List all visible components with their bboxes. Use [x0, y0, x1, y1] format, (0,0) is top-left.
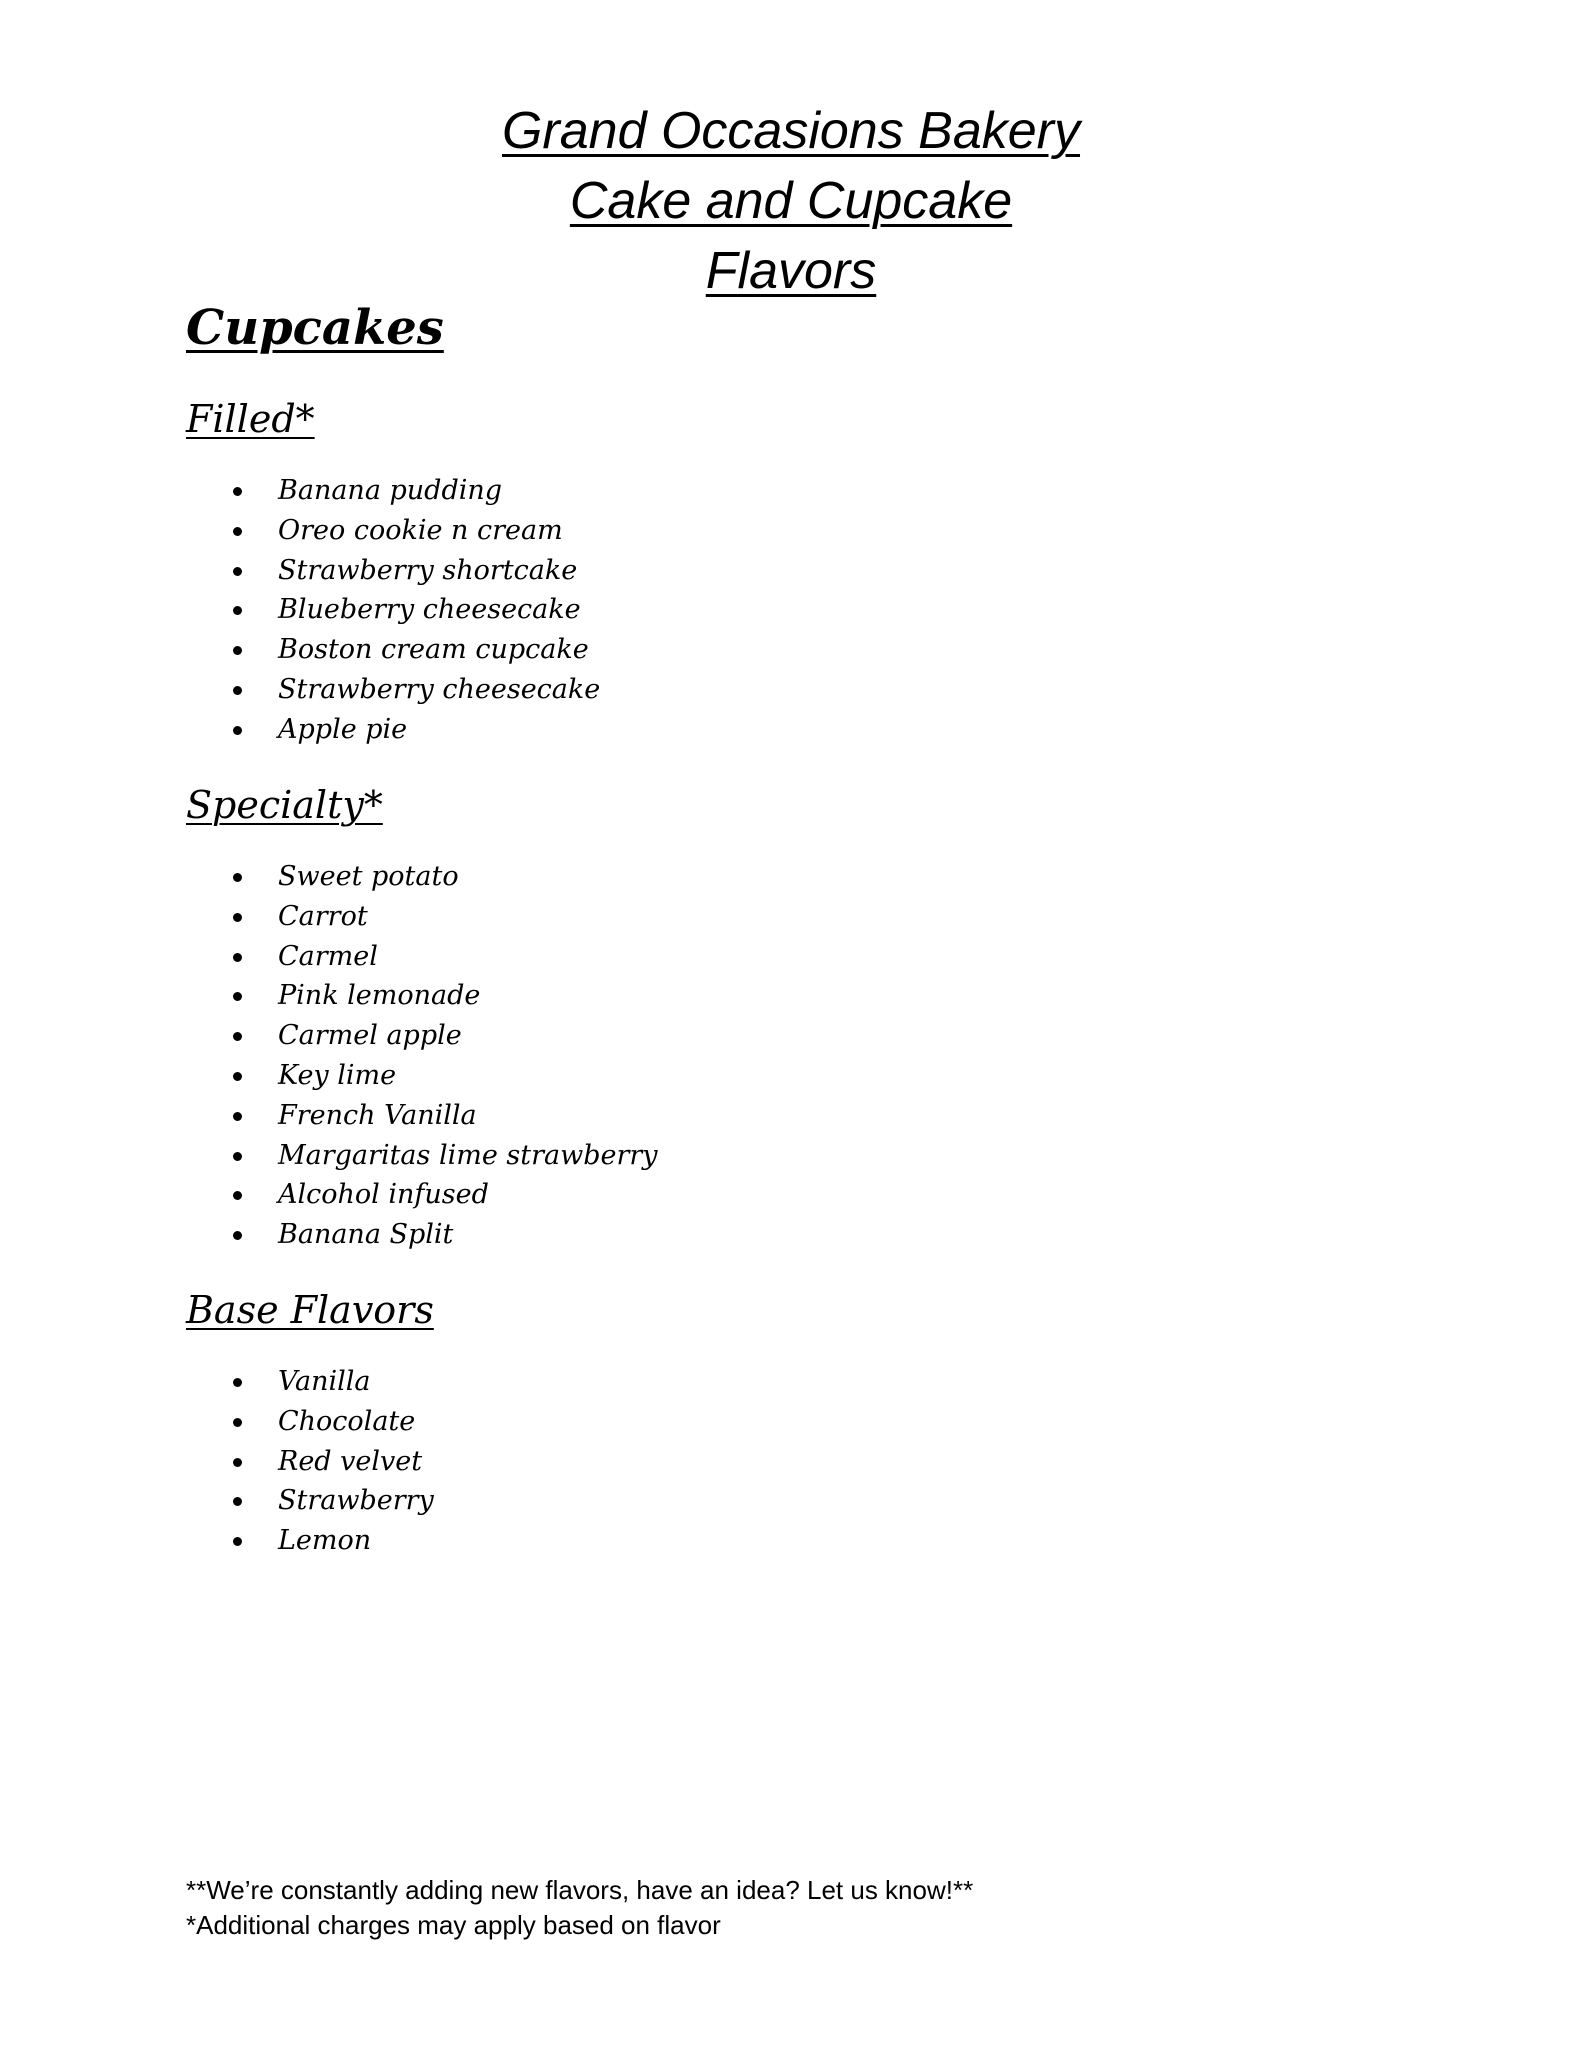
group-base-flavors — [186, 1286, 434, 1561]
list-item — [186, 710, 600, 750]
footnotes — [186, 1873, 973, 1943]
flavor-name: Strawberry shortcake — [278, 554, 578, 586]
bullet-icon — [233, 1152, 242, 1161]
bullet-icon — [233, 1112, 242, 1121]
flavor-list-base — [186, 1362, 434, 1561]
flavor-name: Vanilla — [278, 1366, 371, 1397]
title-line-bakery-name: Grand Occasions Bakery — [501, 102, 1081, 160]
flavor-name: Oreo cookie n cream — [278, 514, 563, 546]
group-heading-filled: Filled* — [186, 397, 315, 441]
bullet-icon — [233, 646, 242, 655]
bullet-icon — [233, 1537, 242, 1546]
flavor-name: Banana Split — [278, 1219, 454, 1251]
bullet-icon — [233, 1191, 242, 1200]
bullet-icon — [233, 726, 242, 735]
flavor-name: Key lime — [278, 1059, 397, 1091]
list-item — [186, 1442, 434, 1482]
list-item — [186, 670, 600, 710]
bullet-icon — [233, 1032, 242, 1041]
flavor-name: Blueberry cheesecake — [278, 594, 581, 626]
flavor-name: Alcohol infused — [278, 1179, 489, 1211]
list-item — [186, 1016, 658, 1056]
bullet-icon — [233, 527, 242, 536]
footnote-additional-charges: *Additional charges may apply based on flavor — [186, 1910, 721, 1940]
group-filled — [186, 395, 600, 750]
bullet-icon — [233, 1072, 242, 1081]
section-title-cupcakes: Cupcakes — [186, 300, 444, 356]
bullet-icon — [233, 1231, 242, 1240]
list-item — [186, 1521, 434, 1561]
list-item — [186, 630, 600, 670]
list-item — [186, 511, 600, 551]
flavor-name: Apple pie — [278, 713, 408, 745]
bullet-icon — [233, 1378, 242, 1387]
group-heading-base-flavors: Base Flavors — [186, 1288, 434, 1332]
flavor-name: Pink lemonade — [278, 980, 481, 1012]
group-specialty — [186, 781, 658, 1255]
footnote-new-flavors: **We’re constantly adding new flavors, have an idea? Let us know!** — [186, 1875, 974, 1905]
list-item — [186, 976, 658, 1016]
list-item — [186, 1215, 658, 1255]
bullet-icon — [233, 1497, 242, 1506]
bullet-icon — [233, 567, 242, 576]
group-heading-specialty: Specialty* — [186, 783, 383, 827]
flavor-name: Sweet potato — [278, 861, 459, 892]
flavor-name: Strawberry — [278, 1485, 434, 1517]
list-item — [186, 1402, 434, 1442]
bullet-icon — [233, 953, 242, 962]
list-item — [186, 1096, 658, 1136]
flavor-name: Margaritas lime strawberry — [278, 1139, 658, 1171]
flavor-name: Carmel — [278, 940, 378, 972]
list-item — [186, 1056, 658, 1096]
title-line-flavors: Flavors — [705, 242, 877, 300]
list-item — [186, 1175, 658, 1215]
list-item — [186, 551, 600, 591]
flavor-list-filled — [186, 471, 600, 750]
list-item — [186, 857, 658, 897]
bullet-icon — [233, 1418, 242, 1427]
bullet-icon — [233, 992, 242, 1001]
bullet-icon — [233, 487, 242, 496]
flavor-list-specialty — [186, 857, 658, 1255]
bullet-icon — [233, 606, 242, 615]
list-item — [186, 897, 658, 937]
flavor-name: Chocolate — [278, 1405, 416, 1437]
flavor-name: Carmel apple — [278, 1020, 462, 1052]
flavor-name: French Vanilla — [278, 1099, 477, 1131]
bullet-icon — [233, 913, 242, 922]
page-title — [0, 96, 1582, 306]
flavor-name: Banana pudding — [278, 475, 503, 506]
title-line-cake-and-cupcake: Cake and Cupcake — [569, 172, 1013, 230]
list-item — [186, 937, 658, 977]
list-item — [186, 1136, 658, 1176]
flavor-name: Boston cream cupcake — [278, 634, 589, 666]
list-item — [186, 1362, 434, 1402]
flavor-name: Red velvet — [278, 1445, 423, 1477]
list-item — [186, 1481, 434, 1521]
list-item — [186, 590, 600, 630]
flavor-name: Carrot — [278, 900, 368, 932]
list-item — [186, 471, 600, 511]
flavor-name: Lemon — [278, 1525, 372, 1557]
bullet-icon — [233, 873, 242, 882]
bullet-icon — [233, 1458, 242, 1467]
bullet-icon — [233, 686, 242, 695]
flavor-name: Strawberry cheesecake — [278, 673, 601, 705]
